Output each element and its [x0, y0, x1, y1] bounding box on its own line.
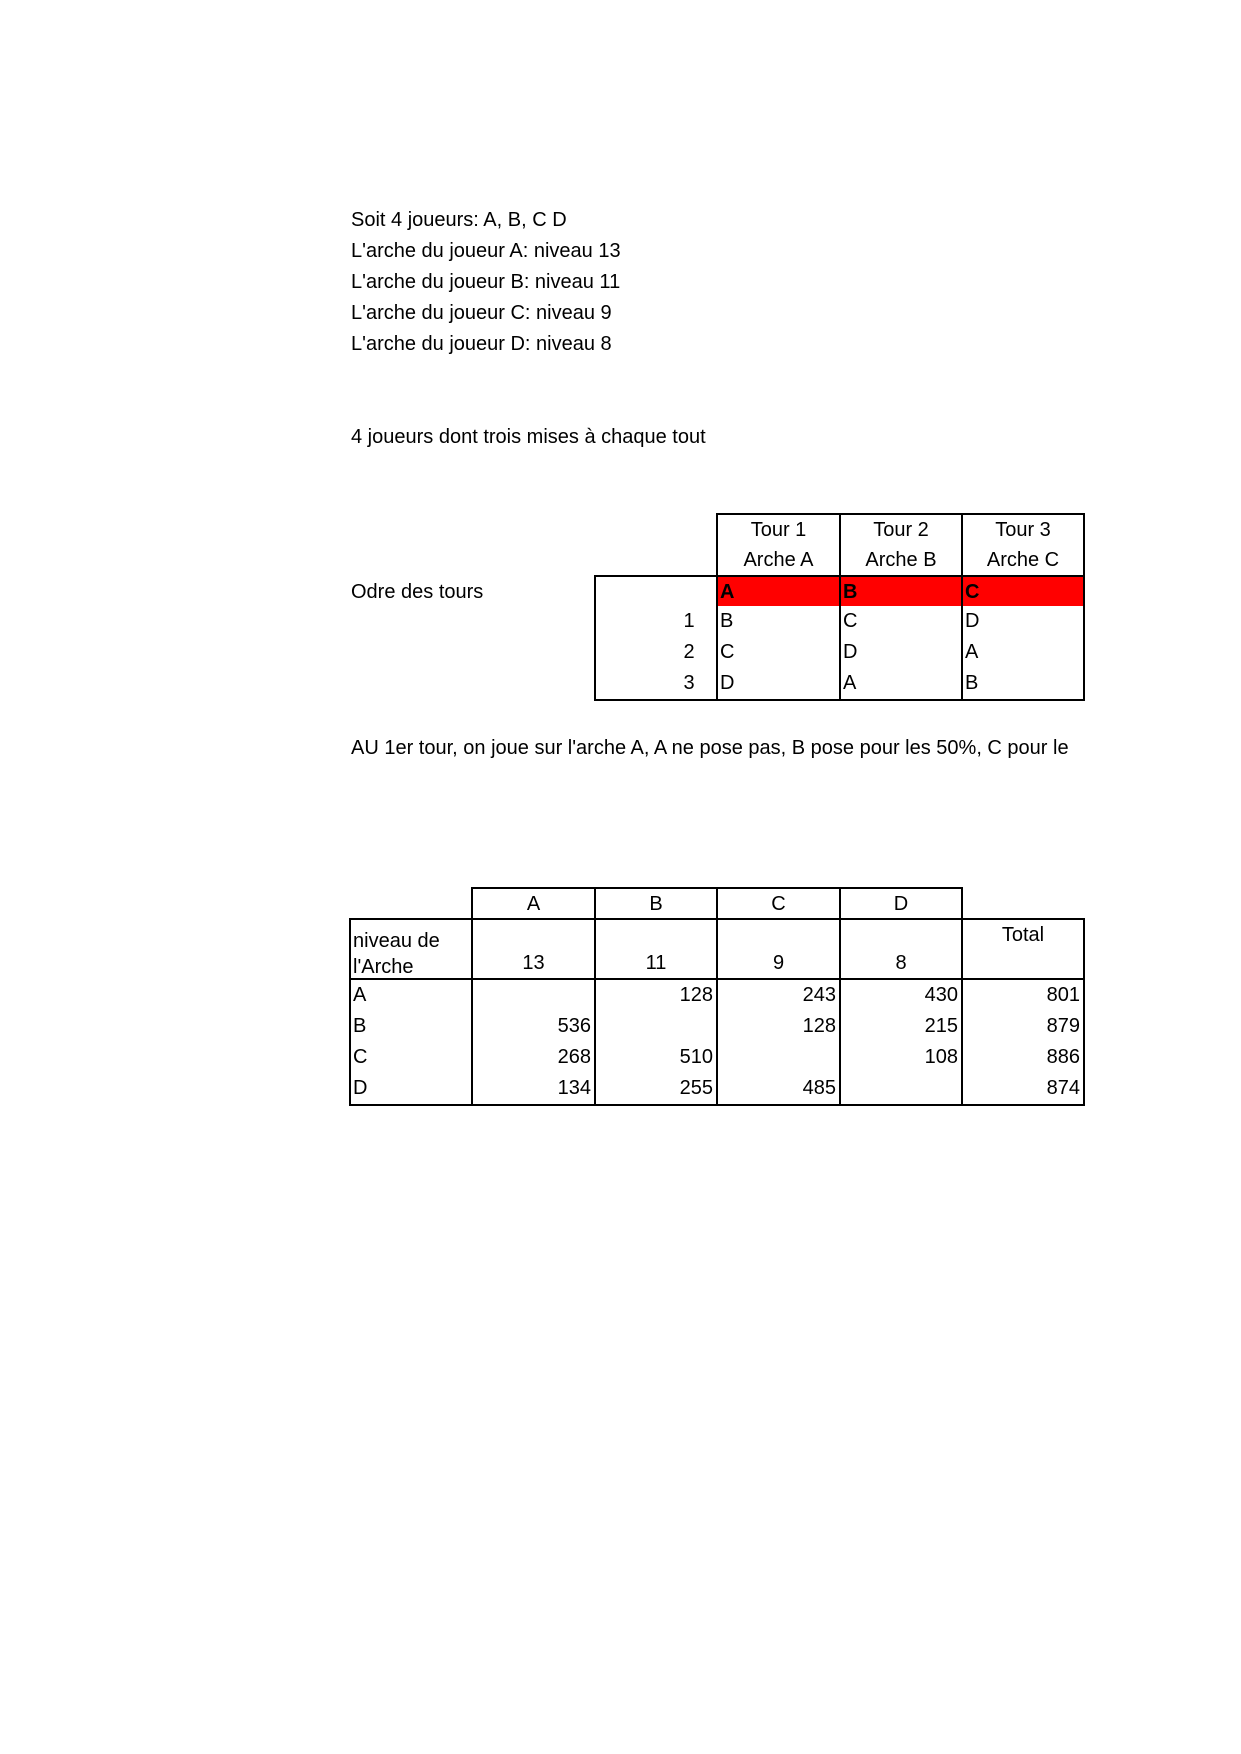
total-header: Total [961, 918, 1085, 980]
order-row-number-blank [594, 575, 716, 606]
tour-3-row-2: A [961, 637, 1085, 668]
tour-2-row-3: A [839, 668, 961, 701]
tour-1-header [716, 513, 839, 575]
tour-1-row-1: B [716, 606, 839, 637]
score-cell: 134 [471, 1073, 594, 1106]
order-label: Odre des tours [351, 581, 484, 603]
intro-line-1: Soit 4 joueurs: A, B, C D [351, 209, 567, 231]
tour-3-header [961, 513, 1085, 575]
score-cell: 255 [594, 1073, 716, 1106]
col-header-b: B [594, 887, 716, 918]
score-cell: 485 [716, 1073, 839, 1106]
intro-line-6: 4 joueurs dont trois mises à chaque tout [351, 426, 706, 448]
score-cell: 536 [471, 1011, 594, 1042]
level-a: 13 [471, 918, 594, 980]
score-cell [471, 980, 594, 1011]
tour-3-row-1: D [961, 606, 1085, 637]
row-number-2: 2 [594, 637, 716, 668]
intro-line-3: L'arche du joueur B: niveau 11 [351, 271, 621, 293]
tour-3-lead: C [961, 575, 1085, 606]
level-d: 8 [839, 918, 961, 980]
col-header-d: D [839, 887, 963, 918]
row-player-b: B [349, 1011, 471, 1042]
row-player-a: A [349, 980, 471, 1011]
tour-3-row-3: B [961, 668, 1085, 701]
tour-2-arche: Arche B [865, 549, 937, 571]
tour-1-label: Tour 1 [750, 519, 807, 541]
row-number-3: 3 [594, 668, 716, 701]
score-cell: 108 [839, 1042, 961, 1073]
tour-1-row-2: C [716, 637, 839, 668]
tour-2-lead: B [839, 575, 961, 606]
score-cell: 510 [594, 1042, 716, 1073]
score-cell [716, 1042, 839, 1073]
tour-1-arche: Arche A [743, 549, 814, 571]
score-cell: 243 [716, 980, 839, 1011]
tour-1-lead: A [716, 575, 839, 606]
score-cell: 215 [839, 1011, 961, 1042]
score-cell [594, 1011, 716, 1042]
intro-line-5: L'arche du joueur D: niveau 8 [351, 333, 612, 355]
tour-2-row-1: C [839, 606, 961, 637]
tour-3-label: Tour 3 [995, 519, 1051, 541]
total-cell: 874 [961, 1073, 1085, 1106]
score-cell: 128 [594, 980, 716, 1011]
total-cell: 801 [961, 980, 1085, 1011]
col-header-a: A [471, 887, 594, 918]
intro-line-4: L'arche du joueur C: niveau 9 [351, 302, 612, 324]
score-cell [839, 1073, 961, 1106]
total-cell: 886 [961, 1042, 1085, 1073]
row-player-c: C [349, 1042, 471, 1073]
level-label: niveau de l'Arche [349, 918, 471, 980]
tour-2-label: Tour 2 [873, 519, 929, 541]
col-header-c: C [716, 887, 839, 918]
total-cell: 879 [961, 1011, 1085, 1042]
score-cell: 268 [471, 1042, 594, 1073]
score-cell: 128 [716, 1011, 839, 1042]
level-b: 11 [594, 918, 716, 980]
explanation-text: AU 1er tour, on joue sur l'arche A, A ne pose pas, B pose pour les 50%, C pour le [351, 737, 1069, 759]
tour-2-row-2: D [839, 637, 961, 668]
row-number-1: 1 [594, 606, 716, 637]
score-cell: 430 [839, 980, 961, 1011]
level-c: 9 [716, 918, 839, 980]
intro-line-2: L'arche du joueur A: niveau 13 [351, 240, 621, 262]
tour-2-header [839, 513, 961, 575]
row-player-d: D [349, 1073, 471, 1106]
tour-3-arche: Arche C [986, 549, 1060, 571]
tour-1-row-3: D [716, 668, 839, 701]
